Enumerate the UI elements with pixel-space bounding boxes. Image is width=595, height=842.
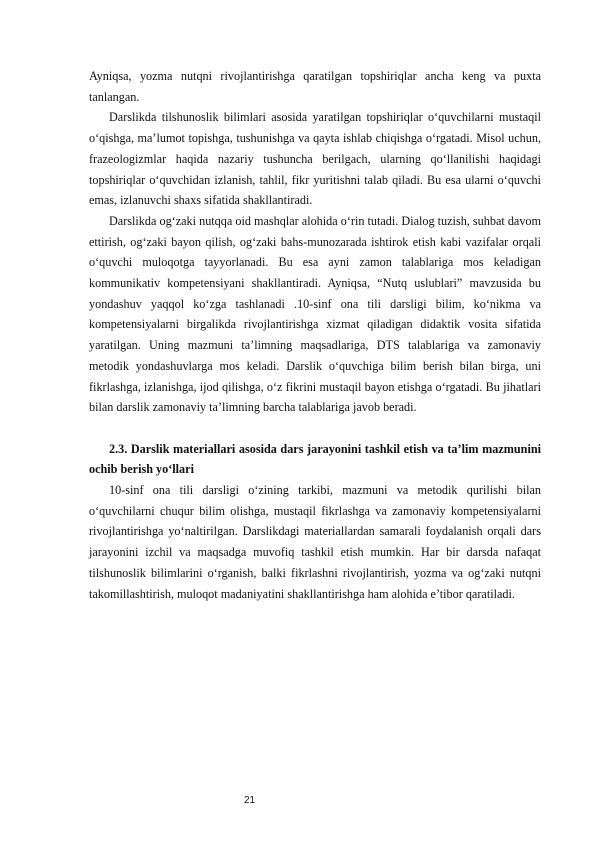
paragraph-section-body: 10-sinf ona tili darsligi o‘zining tarkibi, mazmuni va metodik qurilishi bilan o‘quvchilarni chuqur bilim olishga, mustaqil fikrlashga va zamonaviy kompetensiyalarni rivojlantirishga yo‘naltirilgan. Darslikdagi materiallardan samarali foydalanish orqali dars jarayonini izchil va maqsadga muvofiq tashkil etish mumkin. Har bir darsda nafaqat tilshunoslik bilimlarini o‘rganish, balki fikrlashni rivojlantirish, yozma va og‘zaki nutqni takomillashtirish, muloqot madaniyatini shakllantirishga ham alohida e’tibor qaratiladi. — [89, 483, 541, 601]
paragraph-oral-speech: Darslikda og‘zaki nutqqa oid mashqlar alohida o‘rin tutadi. Dialog tuzish, suhbat davom ettirish, og‘zaki bayon qilish, og‘zaki bahs-munozarada ishtirok etish kabi vazifalar orqali o‘quvchi muloqotga tayyorlanadi. Bu esa ayni zamon talablariga mos keladigan kommunikativ kompetensiyani shakllantiradi. Ayniqsa, “Nutq uslublari” mavzusida bu yondashuv yaqqol ko‘zga tashlanadi .10-sinf ona tili darsligi bilim, ko‘nikma va kompetensiyalarni birgalikda rivojlantirishga xizmat qiladigan didaktik vosita sifatida yaratilgan. Uning mazmuni ta’limning maqsadlariga, DTS talablariga va zamonaviy metodik yondashuvlarga mos keladi. Darslik o‘quvchiga bilim berish bilan birga, uni fikrlashga, izlanishga, ijod qilishga, o‘z fikrini mustaqil bayon etishga o‘rgatadi. Bu jihatlari bilan darslik zamonaviy ta’limning barcha talablariga javob beradi. — [89, 213, 541, 415]
page-body — [89, 66, 541, 604]
section-heading: 2.3. Darslik materiallari asosida dars jarayonini tashkil etish va ta’lim mazmunini ochib berish yo‘llari — [89, 441, 541, 477]
page-number: 21 — [244, 795, 256, 806]
paragraph-intro: Ayniqsa, yozma nutqni rivojlantirishga qaratilgan topshiriqlar ancha keng va puxta tanlangan. — [89, 69, 541, 104]
paragraph-tasks: Darslikda tilshunoslik bilimlari asosida yaratilgan topshiriqlar o‘quvchilarni mustaqil o‘qishga, ma’lumot topishga, tushunishga va qayta ishlab chiqishga o‘rgatadi. Misol uchun, frazeologizmlar haqida nazariy tushuncha berilgach, ularning qo‘llanilishi haqidagi topshiriqlar o‘quvchidan izlanish, tahlil, fikr yuritishni talab qiladi. Bu esa ularni o‘quvchi emas, izlanuvchi shaxs sifatida shakllantiradi. — [89, 110, 541, 208]
